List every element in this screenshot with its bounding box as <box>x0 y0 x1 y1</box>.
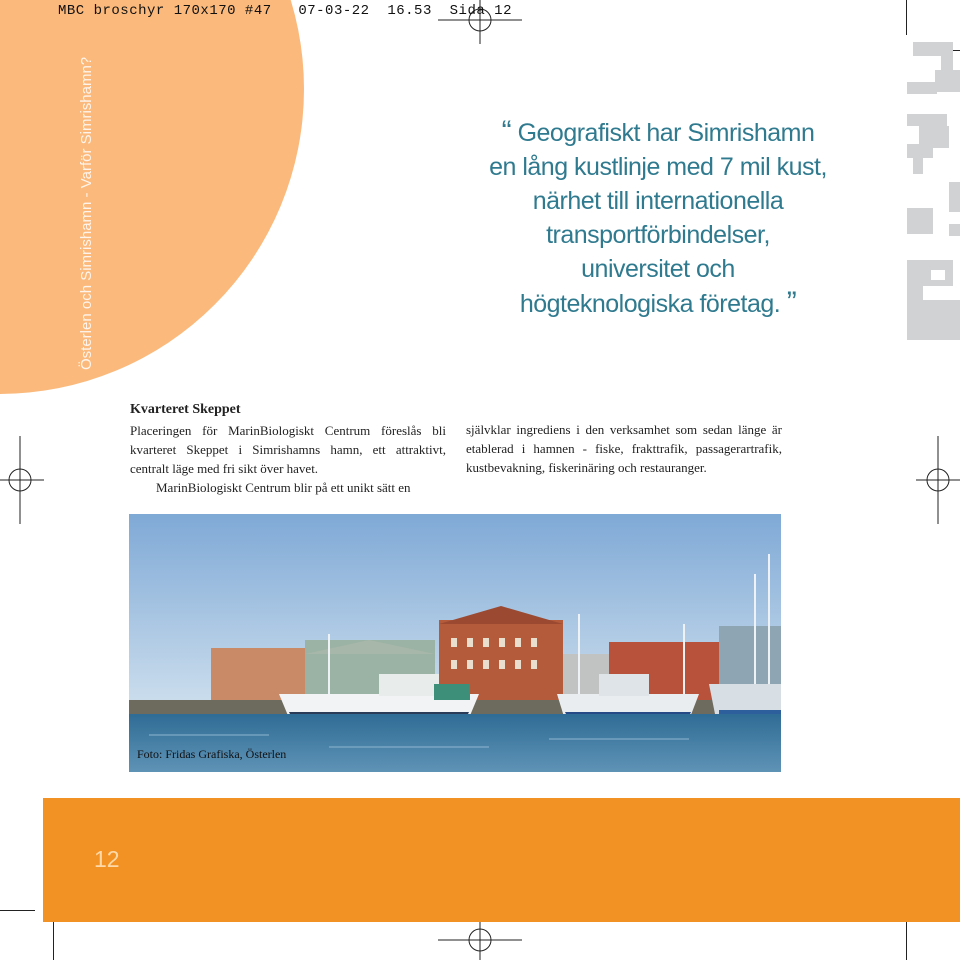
quote-line: transportförbindelser, <box>546 221 770 249</box>
pull-quote <box>460 115 856 321</box>
footer-band <box>43 798 960 922</box>
registration-mark-bottom <box>438 918 522 960</box>
article-column-right <box>466 420 782 477</box>
article-column-left <box>130 400 446 497</box>
article-heading: Kvarteret Skeppet <box>130 402 241 417</box>
article-paragraph: självklar ingrediens i den verksamhet som sedan länge är etablerad i hamnen - fiske, frakttrafik, passagerartrafik, kustbevakning, fiskerinäring och restauranger. <box>466 422 782 475</box>
quote-open-mark: “ <box>501 115 512 148</box>
harbor-photo <box>129 514 781 772</box>
registration-mark-left <box>0 436 44 524</box>
quote-line: närhet till internationella <box>532 187 784 215</box>
decorative-shape-art <box>905 42 960 342</box>
crop-mark <box>906 0 907 35</box>
quote-line: Geografiskt har Simrishamn <box>517 119 815 147</box>
quote-line: en lång kustlinje med 7 mil kust, <box>489 153 827 181</box>
registration-mark-right <box>916 436 960 524</box>
side-section-title: Österlen och Simrishamn - Varför Simrishamn? <box>78 56 95 370</box>
article-paragraph: Placeringen för MarinBiologiskt Centrum föreslås bli kvarteret Skeppet i Simrishamns hamn, ett attraktivt, centralt läge med fri sikt över havet. <box>130 423 446 476</box>
crop-mark <box>906 922 907 960</box>
photo-caption: Foto: Fridas Grafiska, Österlen <box>137 747 287 761</box>
article-paragraph: MarinBiologiskt Centrum blir på ett unikt sätt en <box>156 480 411 495</box>
quote-line: universitet och <box>581 255 735 283</box>
print-header: MBC broschyr 170x170 #47 07-03-22 16.53 Sida 12 <box>58 3 512 19</box>
crop-mark <box>0 910 35 911</box>
quote-line: högteknologiska företag. <box>519 290 781 318</box>
page-number: 12 <box>94 846 120 872</box>
quote-close-mark: ” <box>786 286 797 319</box>
crop-mark <box>53 922 54 960</box>
decorative-circle <box>0 0 304 394</box>
